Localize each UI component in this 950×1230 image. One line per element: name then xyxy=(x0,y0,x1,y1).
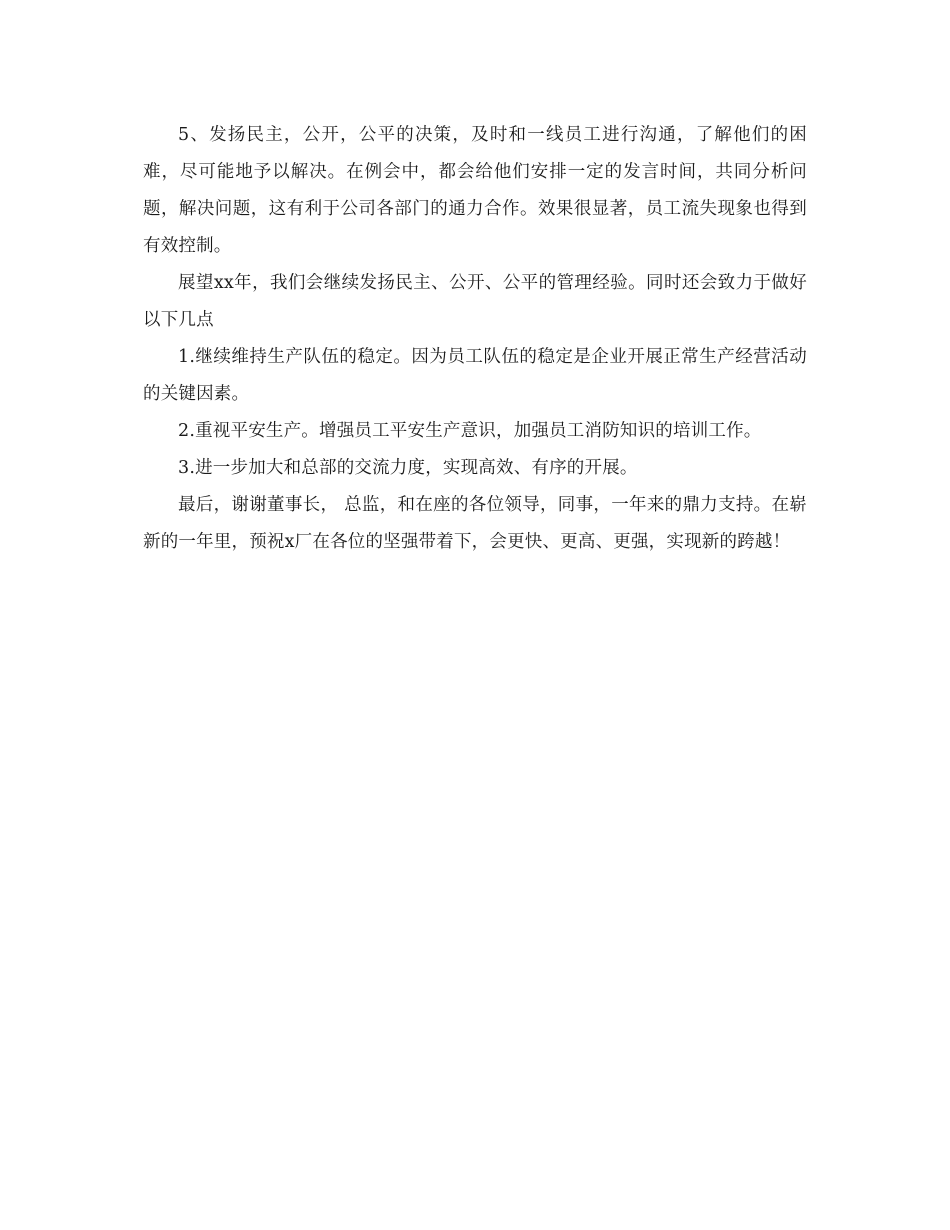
document-body xyxy=(143,117,807,561)
paragraph-outlook: 展望xx年，我们会继续发扬民主、公开、公平的管理经验。同时还会致力于做好以下几点 xyxy=(143,273,807,330)
paragraph-democratic-decision: 5、发扬民主，公开，公平的决策，及时和一线员工进行沟通，了解他们的困难，尽可能地予以解决。在例会中，都会给他们安排一定的发言时间，共同分析问题，解决问题，这有利于公司各部门的通力合作。效果很显著，员工流失现象也得到有效控制。 xyxy=(143,125,807,256)
paragraph-item-2-safety: 2.重视平安生产。增强员工平安生产意识，加强员工消防知识的培训工作。 xyxy=(178,421,762,441)
paragraph-item-1-stability: 1.继续维持生产队伍的稳定。因为员工队伍的稳定是企业开展正常生产经营活动的关键因素。 xyxy=(143,347,807,404)
paragraph-closing-thanks: 最后，谢谢董事长， 总监，和在座的各位领导，同事，一年来的鼎力支持。在崭新的一年里，预祝x厂在各位的坚强带着下，会更快、更高、更强，实现新的跨越！ xyxy=(143,495,807,552)
paragraph-item-3-communication: 3.进一步加大和总部的交流力度，实现高效、有序的开展。 xyxy=(178,458,638,478)
